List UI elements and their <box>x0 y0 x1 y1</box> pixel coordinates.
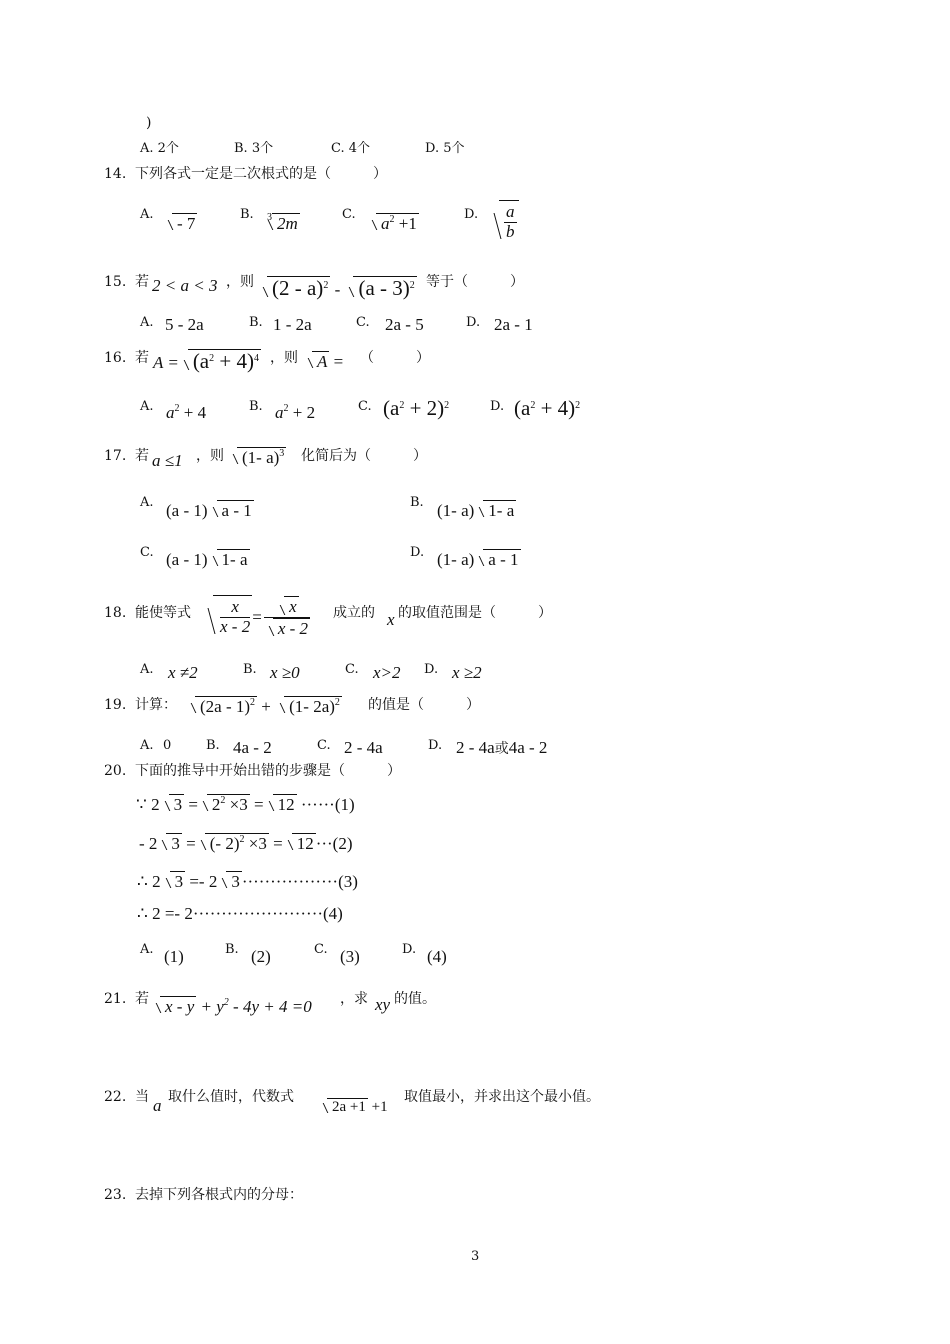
q23-text: 去掉下列各根式内的分母： <box>135 1187 303 1203</box>
q20-option-a: (1) <box>164 947 184 966</box>
q20-l2-d: ×3 <box>244 834 267 853</box>
q19-exp1: 2 <box>250 697 256 708</box>
q17-option-b <box>437 500 516 519</box>
q16-sqrt-a <box>303 351 343 370</box>
q15-option-d: 2a - 1 <box>494 315 533 334</box>
q17-b-rad: 1- a <box>488 501 515 520</box>
q18-after: 成立的 <box>333 605 375 621</box>
q17-a-factor: (a - 1) <box>166 501 208 520</box>
q14-text: 下列各式一定是二次根式的是（ ） <box>135 166 387 182</box>
q16-outer-exp: 4 <box>253 353 259 364</box>
q18-label-c: C. <box>345 662 359 677</box>
q21-after2: 的值。 <box>394 991 436 1007</box>
q18-number: 18. <box>104 605 127 621</box>
q17-c-factor: (a - 1) <box>166 550 208 569</box>
q16-option-d <box>514 398 580 419</box>
q16-a-exp: 2 <box>174 403 180 414</box>
q16-paren: （ ） <box>360 350 430 366</box>
q20-l2-e: = <box>268 834 283 853</box>
q15-expr1: (2 - a) <box>272 276 324 300</box>
q18-after2: 的取值范围是（ ） <box>398 605 552 621</box>
q22-number: 22. <box>104 1089 127 1105</box>
q19-exp2: 2 <box>334 697 340 708</box>
q15-label-a: A. <box>140 315 154 330</box>
q15-option-a: 5 - 2a <box>165 315 204 334</box>
q20-step-2 <box>139 833 353 852</box>
q17-b-factor: (1- a) <box>437 501 475 520</box>
q17-number: 17. <box>104 448 127 464</box>
q19-label-a: A. <box>140 738 154 753</box>
q20-step-3 <box>137 871 358 890</box>
q16-d-exp: 2 <box>530 400 536 411</box>
q17-option-d <box>437 549 521 568</box>
q17-expr: (1- a) <box>242 448 280 467</box>
q20-option-b: (2) <box>251 947 271 966</box>
q19-d-second: 4a - 2 <box>508 738 548 757</box>
q19-after: 的值是（ ） <box>368 697 480 713</box>
q17-option-c <box>166 549 250 568</box>
q20-l2-g: ···(2) <box>315 834 353 853</box>
q15-condition: 2 < a < 3 <box>152 276 218 295</box>
q20-step-1 <box>136 794 355 813</box>
q17-label-d: D. <box>410 545 425 560</box>
q15-number: 15. <box>104 274 127 290</box>
q14-option-a <box>163 213 197 232</box>
q17-then: ，则 <box>196 448 224 464</box>
q19-d-first: 2 - 4a <box>456 738 495 757</box>
q13-option-b: B. 3个 <box>234 141 274 156</box>
q20-label-a: A. <box>140 942 154 957</box>
q16-inner-rest: + 4) <box>214 349 254 373</box>
q15-option-b: 1 - 2a <box>273 315 312 334</box>
q15-if: 若 <box>135 274 149 290</box>
q20-l1-d: ×3 <box>225 795 248 814</box>
q22-plus: +1 <box>367 1099 388 1115</box>
q17-after: 化简后为（ ） <box>301 448 427 464</box>
q22-expression <box>318 1098 388 1115</box>
q18-option-d: x ≥2 <box>452 663 482 682</box>
q15-label-d: D. <box>466 315 481 330</box>
q22-text: 取什么值时，代数式 <box>168 1089 294 1105</box>
q16-option-a <box>166 404 206 421</box>
q15-equals: 等于（ ） <box>426 274 524 290</box>
q16-lhs: A = <box>153 353 179 372</box>
q14-b-index: 3 <box>267 212 272 223</box>
q16-option-c <box>383 398 449 419</box>
q23-number: 23. <box>104 1187 127 1203</box>
q13-option-a: A. 2个 <box>140 141 179 156</box>
q21-number: 21. <box>104 991 127 1007</box>
q22-after: 取值最小，并求出这个最小值。 <box>404 1089 600 1105</box>
q15-then: ，则 <box>226 274 254 290</box>
q20-l3-c: ·················(3) <box>241 872 358 891</box>
q18-label-a: A. <box>140 662 154 677</box>
q16-inner: (a <box>192 349 210 373</box>
q14-a-value: - 7 <box>177 214 196 233</box>
q18-lhs-num: x <box>220 598 250 618</box>
q18-option-a: x ≠2 <box>168 663 198 682</box>
q20-label-d: D. <box>402 942 417 957</box>
q16-sqrt-a-var: A <box>317 352 328 371</box>
q14-option-b <box>263 213 300 232</box>
q16-b-base: a <box>275 403 284 422</box>
q20-option-c: (3) <box>340 947 360 966</box>
q14-label-a: A. <box>140 207 154 222</box>
q18-rhs-num: x <box>289 597 297 616</box>
q16-c-exp: 2 <box>399 400 405 411</box>
q22-var: a <box>153 1096 162 1115</box>
q19-plus: + <box>257 697 276 716</box>
q15-option-c: 2a - 5 <box>385 315 424 334</box>
q18-label-d: D. <box>424 662 439 677</box>
q20-l3-a: ∴ 2 <box>137 872 161 891</box>
q16-number: 16. <box>104 350 127 366</box>
q18-eq: = <box>252 607 262 627</box>
q17-d-factor: (1- a) <box>437 550 475 569</box>
q19-expression <box>186 696 342 715</box>
q14-label-c: C. <box>342 207 356 222</box>
q20-label-c: C. <box>314 942 328 957</box>
q16-d-base: (a <box>514 396 531 420</box>
q22-rad: 2a +1 <box>332 1099 366 1115</box>
q15-expression <box>258 276 417 299</box>
q19-option-b: 4a - 2 <box>233 738 272 757</box>
q21-rad: x - y <box>165 997 195 1016</box>
q14-d-den: b <box>506 221 515 241</box>
q14-number: 14. <box>104 166 127 182</box>
q13-option-c: C. 4个 <box>331 141 371 156</box>
q18-rhs-den: x - 2 <box>277 618 309 638</box>
q20-l2-3: 3 <box>171 834 180 853</box>
q20-l3-3b: 3 <box>231 872 240 891</box>
q20-l2-f: 12 <box>296 834 314 853</box>
q20-option-d: (4) <box>427 947 447 966</box>
q19-number: 19. <box>104 697 127 713</box>
q20-l3-3a: 3 <box>174 872 184 891</box>
q20-step-4: ∴ 2 =- 2·······················(4) <box>137 904 343 923</box>
q18-equation <box>202 595 310 638</box>
q16-a-base: a <box>166 403 175 422</box>
q16-then: ，则 <box>270 350 298 366</box>
q20-text: 下面的推导中开始出错的步骤是（ ） <box>135 763 401 779</box>
q20-l1-exp: 2 <box>220 795 226 806</box>
q16-a-rest: + 4 <box>179 403 207 422</box>
q14-d-num: a <box>506 202 515 221</box>
q19-option-a: 0 <box>163 738 172 753</box>
q16-c-base: (a <box>383 396 400 420</box>
q20-l1-g: ······(1) <box>296 795 355 814</box>
q14-b-value: 2m <box>277 214 298 233</box>
q20-l1-e: = <box>249 795 264 814</box>
q14-label-d: D. <box>464 207 479 222</box>
q16-label-d: D. <box>490 399 505 414</box>
q21-rest2: - 4y + 4 =0 <box>228 997 312 1016</box>
q20-l1-3: 3 <box>173 795 183 814</box>
q19-d-or: 或 <box>494 741 509 757</box>
q16-c-rest: + 2) <box>404 396 445 420</box>
q21-expression <box>151 996 312 1015</box>
q20-number: 20. <box>104 763 127 779</box>
q18-option-b: x ≥0 <box>270 663 300 682</box>
q20-l3-b: =- 2 <box>185 872 218 891</box>
q21-after: ，求 <box>340 991 368 1007</box>
q14-c-base: a <box>381 214 390 233</box>
q20-l1-a: ∵ 2 <box>136 795 160 814</box>
q14-c-exp: 2 <box>389 214 395 225</box>
q20-l2-c: (- 2) <box>209 834 240 853</box>
q16-option-b <box>275 404 315 421</box>
q16-b-exp: 2 <box>283 403 289 414</box>
q16-b-rest: + 2 <box>288 403 316 422</box>
q20-l2-b: = <box>181 834 196 853</box>
q15-minus: - <box>330 280 345 299</box>
q16-inner-exp: 2 <box>209 353 215 364</box>
q22-when: 当 <box>135 1089 149 1105</box>
q17-if: 若 <box>135 448 149 464</box>
q20-l2-a: - 2 <box>139 834 158 853</box>
q20-l2-exp: 2 <box>239 834 245 845</box>
q19-expr1: (2a - 1) <box>200 697 251 716</box>
q21-exp: 2 <box>223 997 229 1008</box>
q15-exp2: 2 <box>409 280 415 291</box>
q15-expr2: (a - 3) <box>358 276 410 300</box>
q19-label-c: C. <box>317 738 331 753</box>
q18-label-b: B. <box>243 662 257 677</box>
q14-label-b: B. <box>240 207 254 222</box>
q19-label-d: D. <box>428 738 443 753</box>
page-number: 3 <box>471 1249 480 1264</box>
q20-l1-f: 12 <box>277 795 295 814</box>
q15-label-b: B. <box>249 315 263 330</box>
q18-text: 能使等式 <box>135 605 191 621</box>
q14-option-d <box>488 200 519 241</box>
q16-d-rest: + 4) <box>535 396 576 420</box>
q15-exp1: 2 <box>323 280 329 291</box>
q20-l1-b: = <box>184 795 198 814</box>
q17-a-rad: a - 1 <box>221 501 252 520</box>
q15-label-c: C. <box>356 315 370 330</box>
q16-label-c: C. <box>358 399 372 414</box>
q16-d-outer-exp: 2 <box>575 400 581 411</box>
q19-text: 计算： <box>135 697 177 713</box>
q18-option-c: x>2 <box>373 663 401 682</box>
q19-expr2: (1- 2a) <box>289 697 335 716</box>
q21-rest1: + y <box>196 997 224 1016</box>
q16-label-a: A. <box>140 399 154 414</box>
q21-if: 若 <box>135 991 149 1007</box>
q19-option-d <box>456 739 547 756</box>
q17-exp: 3 <box>279 448 285 459</box>
q21-var: xy <box>375 995 391 1014</box>
q17-label-b: B. <box>410 495 424 510</box>
q20-label-b: B. <box>225 942 239 957</box>
q14-c-rest: +1 <box>394 214 417 233</box>
q16-eq: = <box>329 352 344 371</box>
q17-d-rad: a - 1 <box>488 550 519 569</box>
q17-label-a: A. <box>140 495 154 510</box>
q16-c-outer-exp: 2 <box>444 400 450 411</box>
q16-expression <box>153 349 261 372</box>
q17-c-rad: 1- a <box>221 550 248 569</box>
q17-option-a <box>166 500 254 519</box>
q18-lhs-den: x - 2 <box>220 616 251 636</box>
q14-option-c <box>367 213 419 232</box>
q19-option-c: 2 - 4a <box>344 738 383 757</box>
q18-var: x <box>387 610 395 629</box>
q17-condition: a ≤1 <box>152 451 183 470</box>
q13-option-d: D. 5个 <box>425 141 465 156</box>
q17-label-c: C. <box>140 545 154 560</box>
q13-close-paren: ) <box>146 115 152 131</box>
q16-if: 若 <box>135 350 149 366</box>
q17-expression <box>228 447 286 466</box>
q16-label-b: B. <box>249 399 263 414</box>
q20-l1-c: 2 <box>211 795 221 814</box>
q19-label-b: B. <box>206 738 220 753</box>
